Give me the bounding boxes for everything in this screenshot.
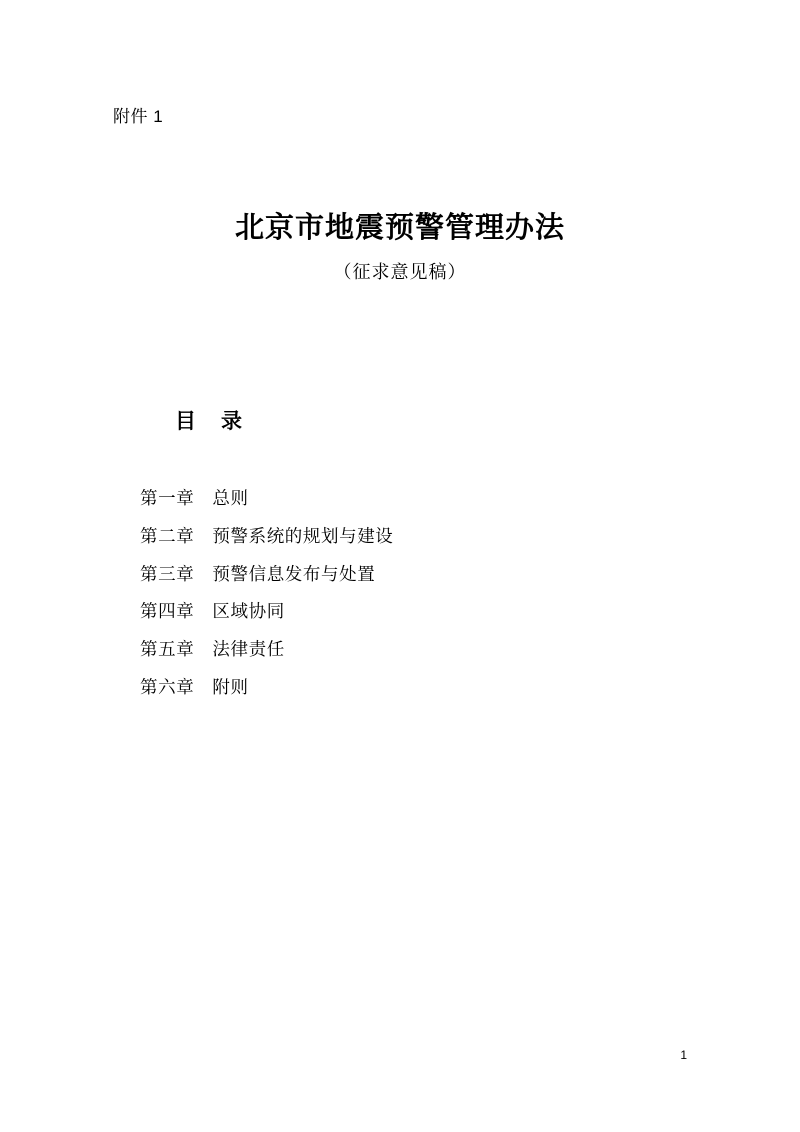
attachment-label: 附件 1 [113, 107, 164, 126]
list-item: 第六章 附则 [140, 676, 249, 697]
list-item: 第一章 总则 [140, 488, 249, 508]
list-item: 第二章 预警系统的规划与建设 [140, 525, 394, 546]
table-of-contents-heading: 目 录 [175, 408, 244, 433]
page-title: 北京市地震预警管理办法 [234, 210, 565, 244]
document-subtitle: （征求意见稿） [333, 262, 467, 283]
list-item: 第三章 预警信息发布与处置 [140, 563, 376, 584]
table-of-contents-list [140, 480, 700, 707]
list-item: 第四章 区域协同 [140, 601, 285, 622]
page-number: 1 [680, 1048, 687, 1062]
list-item: 第五章 法律责任 [140, 639, 285, 660]
